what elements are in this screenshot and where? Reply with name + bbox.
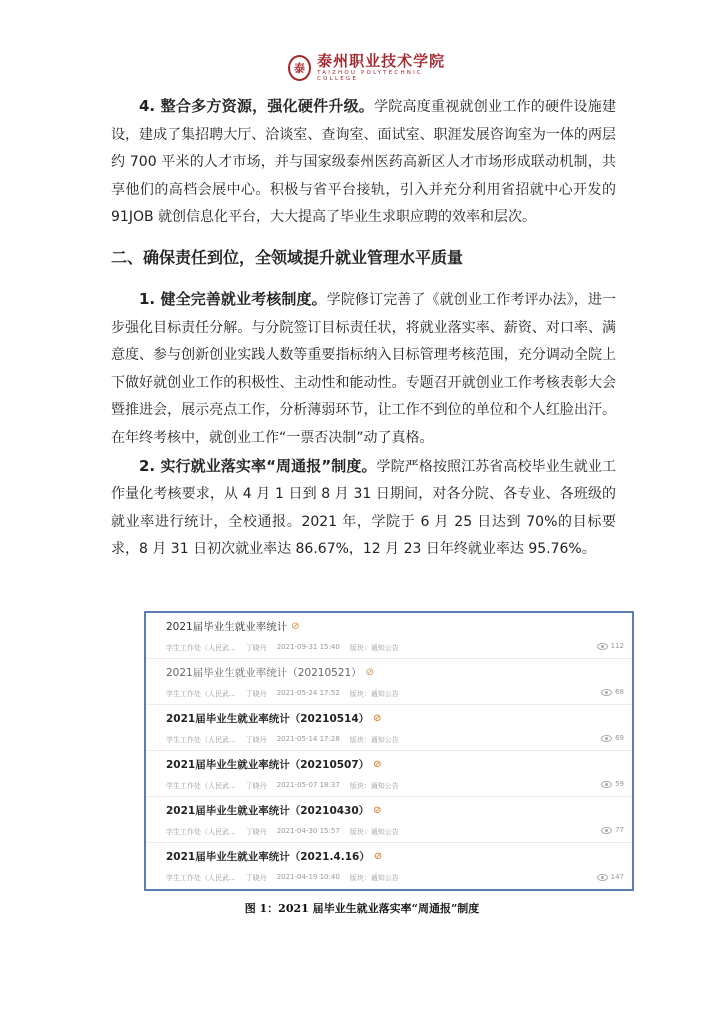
notice-title-text: 2021届毕业生就业率统计（20210521）	[166, 667, 362, 679]
list-item[interactable]	[146, 797, 632, 843]
notice-dept: 学生工作处（人民武...	[166, 874, 236, 882]
view-count: 77	[615, 826, 624, 834]
notice-board: 版块：通知公告	[349, 828, 399, 836]
paragraph-text: 学院高度重视就创业工作的硬件设施建设，建成了集招聘大厅、洽谈室、查询室、面试室、职涯发展咨询室为一体的两层约 700 平米的人才市场，并与国家级泰州医药高新区人才市场形成联动机制，共享他们的高档会展中心。积极与省平台接轨，引入并充分利用省招就中心开发的 91JOB 就创信息化平台，大大提高了毕业生求职应聘的效率和层次。	[111, 99, 617, 226]
college-emblem-icon: 泰	[288, 55, 311, 81]
list-item[interactable]	[146, 659, 632, 705]
notice-author: 丁晓丹	[245, 782, 267, 790]
notice-board: 版块：通知公告	[349, 874, 399, 882]
notice-title-text: 2021届毕业生就业率统计（2021.4.16）	[166, 851, 370, 863]
attachment-icon: ⊘	[291, 621, 300, 632]
notice-title-text: 2021届毕业生就业率统计（20210507）	[166, 759, 370, 771]
notice-dept: 学生工作处（人民武...	[166, 736, 236, 744]
notice-author: 丁晓丹	[245, 828, 267, 836]
section-heading: 二、确保责任到位，全领域提升就业管理水平质量	[111, 247, 464, 267]
notice-title-text: 2021届毕业生就业率统计	[166, 621, 288, 633]
notice-board: 版块：通知公告	[349, 690, 399, 698]
attachment-icon: ⊘	[373, 759, 382, 770]
notice-date: 2021-05-14 17:28	[276, 735, 340, 743]
notice-title	[166, 849, 624, 864]
eye-icon	[601, 689, 612, 696]
notice-date: 2021-09-31 15:40	[276, 643, 340, 651]
figure-caption: 图 1：2021 届毕业生就业落实率“周通报”制度	[244, 902, 480, 915]
notice-dept: 学生工作处（人民武...	[166, 782, 236, 790]
notice-title	[166, 711, 624, 726]
notice-date: 2021-04-30 15:57	[276, 827, 340, 835]
paragraph-weekly-report	[111, 453, 616, 564]
document-body	[111, 93, 616, 564]
view-count: 59	[615, 780, 624, 788]
eye-icon	[597, 643, 608, 650]
notice-author: 丁晓丹	[245, 644, 267, 652]
paragraph-lead: 1. 健全完善就业考核制度。	[139, 289, 327, 308]
notice-title	[166, 757, 624, 772]
notice-dept: 学生工作处（人民武...	[166, 690, 236, 698]
notice-board: 版块：通知公告	[349, 736, 399, 744]
notice-title	[166, 665, 624, 680]
notice-title	[166, 803, 624, 818]
notice-author: 丁晓丹	[245, 690, 267, 698]
list-item[interactable]	[146, 705, 632, 751]
notice-dept: 学生工作处（人民武...	[166, 644, 236, 652]
paragraph-text: 学院修订完善了《就创业工作考评办法》，进一步强化目标责任分解。与分院签订目标责任状，将就业落实率、薪资、对口率、满意度、参与创新创业实践人数等重要指标纳入目标管理考核范围，充分调动全院上下做好就创业工作的积极性、主动性和能动性。专题召开就创业工作考核表彰大会暨推进会，展示亮点工作，分析薄弱环节，让工作不到位的单位和个人红脸出汗。在年终考核中，就创业工作“一票否决制”动了真格。	[111, 291, 617, 446]
view-count: 112	[610, 642, 624, 650]
notice-title-text: 2021届毕业生就业率统计（20210430）	[166, 805, 370, 817]
paragraph-lead: 4. 整合多方资源，强化硬件升级。	[139, 97, 375, 115]
logo-english-name: TAIZHOU POLYTECHNIC COLLEGE	[317, 70, 423, 82]
eye-icon	[597, 874, 608, 881]
notice-author: 丁晓丹	[245, 736, 267, 744]
paragraph-lead: 2. 实行就业落实率“周通报”制度。	[139, 456, 377, 475]
notice-date: 2021-04-19 10:40	[276, 873, 340, 881]
notice-board: 版块：通知公告	[349, 782, 399, 790]
notice-title	[166, 619, 624, 634]
eye-icon	[601, 827, 612, 834]
attachment-icon: ⊘	[373, 851, 383, 862]
list-item[interactable]	[146, 843, 632, 889]
view-count: 68	[615, 688, 624, 696]
notice-date: 2021-05-24 17:52	[276, 689, 340, 697]
attachment-icon: ⊘	[373, 805, 382, 816]
notice-list-screenshot	[144, 611, 634, 891]
list-item[interactable]	[146, 613, 632, 659]
view-count: 69	[615, 734, 624, 742]
notice-board: 版块：通知公告	[349, 644, 399, 652]
paragraph-hardware	[111, 93, 616, 232]
paragraph-text: 学院严格按照江苏省高校毕业生就业工作量化考核要求，从 4 月 1 日到 8 月 31 日期间，对各分院、各专业、各班级的就业率进行统计，全校通报。2021 年，学院于 6 月 25 日达到 70%的目标要求，8 月 31 日初次就业率达 86.67%，12 月 23 日年终就业率达 95.76%。	[111, 458, 617, 558]
eye-icon	[601, 781, 612, 788]
logo-chinese-name: 泰州职业技术学院	[317, 52, 446, 70]
notice-dept: 学生工作处（人民武...	[166, 828, 236, 836]
attachment-icon: ⊘	[373, 713, 382, 724]
eye-icon	[601, 735, 612, 742]
attachment-icon: ⊘	[365, 667, 375, 678]
notice-author: 丁晓丹	[245, 874, 267, 882]
view-count: 147	[610, 873, 624, 881]
notice-title-text: 2021届毕业生就业率统计（20210514）	[166, 713, 370, 725]
paragraph-assessment	[111, 286, 616, 453]
list-item[interactable]	[146, 751, 632, 797]
notice-date: 2021-05-07 18:37	[276, 781, 340, 789]
college-logo	[288, 52, 448, 84]
